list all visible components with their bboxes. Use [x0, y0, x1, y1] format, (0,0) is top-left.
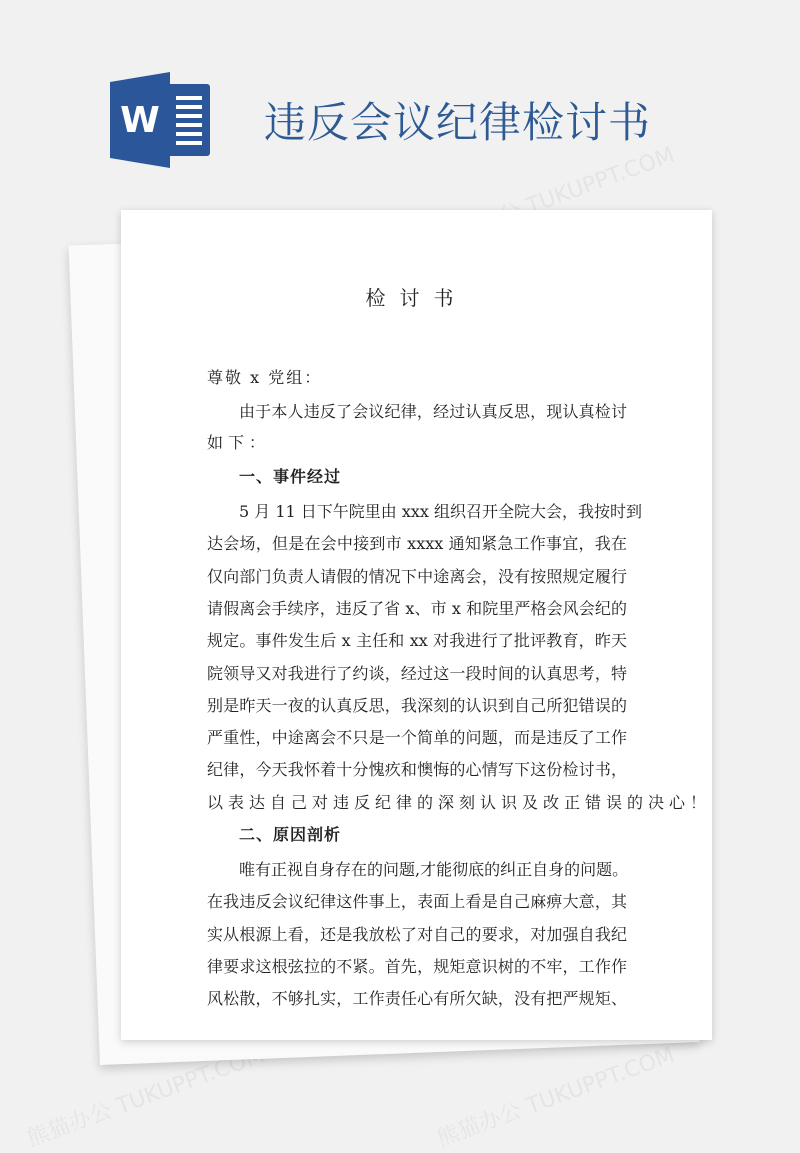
- header-title: 违反会议纪律检讨书: [264, 98, 652, 147]
- text-line: 以表达自己对违反纪律的深刻认识及改正错误的决心！: [207, 792, 712, 812]
- text-line: 如下：: [207, 433, 271, 452]
- watermark: 熊猫办公 TUKUPPT.COM: [23, 1042, 268, 1152]
- section-heading: 一、事件经过: [239, 467, 342, 486]
- text-line: 由于本人违反了会议纪律，经过认真反思，现认真检讨: [239, 402, 627, 421]
- text-line: 请假离会手续序，违反了省 x、市 x 和院里严格会风会纪的: [207, 598, 627, 618]
- text-line: 别是昨天一夜的认真反思，我深刻的认识到自己所犯错误的: [207, 695, 627, 715]
- svg-text:W: W: [120, 100, 160, 141]
- text-line: 5 月 11 日下午院里由 xxx 组织召开全院大会，我按时到: [239, 502, 643, 521]
- text-line: 实从根源上看，还是我放松了对自己的要求，对加强自我纪: [207, 924, 627, 944]
- watermark: 熊猫办公 TUKUPPT.COM: [433, 1042, 678, 1152]
- document-page: [121, 210, 712, 1040]
- text-line: 唯有正视自身存在的问题,才能彻底的纠正自身的问题。: [239, 860, 629, 879]
- salutation: 尊敬 x 党组：: [207, 368, 323, 387]
- text-line: 规定。事件发生后 x 主任和 xx 对我进行了批评教育，昨天: [207, 631, 627, 651]
- text-line: 在我违反会议纪律这件事上，表面上看是自己麻痹大意，其: [207, 892, 627, 912]
- text-line: 严重性，中途离会不只是一个简单的问题，而是违反了工作: [207, 728, 627, 748]
- text-line: 仅向部门负责人请假的情况下中途离会，没有按照规定履行: [207, 566, 627, 586]
- text-line: 风松散，不够扎实，工作责任心有所欠缺，没有把严规矩、: [207, 989, 627, 1009]
- watermark: 熊猫办公 TUKUPPT.COM: [433, 142, 678, 252]
- text-line: 纪律，今天我怀着十分愧疚和懊悔的心情写下这份检讨书，: [207, 760, 627, 780]
- text-line: 律要求这根弦拉的不紧。首先，规矩意识树的不牢，工作作: [207, 956, 627, 976]
- text-line: 院领导又对我进行了约谈，经过这一段时间的认真思考，特: [207, 663, 627, 683]
- text-line: 达会场，但是在会中接到市 xxxx 通知紧急工作事宜，我在: [207, 534, 627, 554]
- document-title: 检讨书: [365, 286, 468, 310]
- section-heading: 二、原因剖析: [239, 825, 342, 844]
- word-document-icon: [110, 72, 210, 168]
